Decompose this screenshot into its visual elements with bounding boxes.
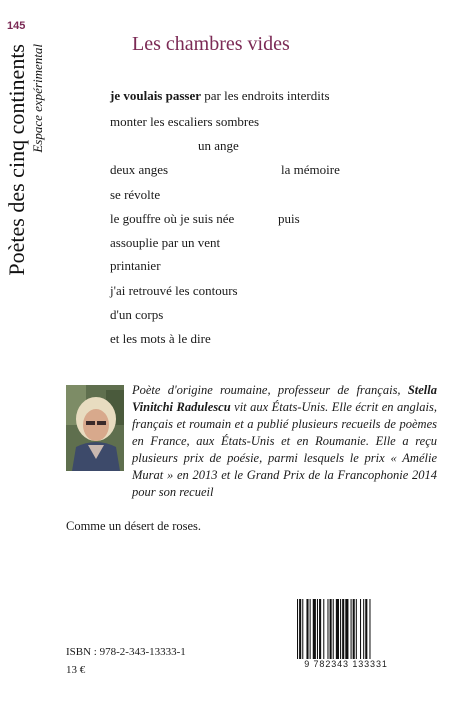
poem-line-6a: le gouffre où je suis née — [110, 211, 235, 226]
poem-line-10: d'un corps — [110, 307, 164, 322]
poem-line-3: un ange — [198, 138, 239, 153]
bio-author-name: Stella Vinitchi Radulescu — [132, 383, 437, 414]
poem-line-1-bold: je voulais passer — [110, 88, 201, 103]
poem-line-7: assouplie par un vent — [110, 235, 221, 250]
bio-text: vit aux États-Unis. Elle écrit en anglais, français et roumain et a publié plusieurs recueils de poèmes en France, aux États-Unis et en Roumanie. Elle a reçu plusieurs prix de poésie, parmi lesquels le prix « Amélie Murat » en 2013 et le Grand Prix de la Francophonie 2014 pour son recueil — [132, 400, 437, 499]
price: 13 € — [66, 664, 86, 676]
poem-line-11: et les mots à le dire — [110, 331, 211, 346]
poem-line-1 — [110, 88, 330, 104]
poem-line-1-rest: par les endroits interdits — [201, 88, 330, 103]
poem-line-4b: la mémoire — [281, 162, 340, 177]
poem-line-5: se révolte — [110, 187, 161, 202]
poem-line-9: j'ai retrouvé les contours — [110, 283, 238, 298]
bio-book-title: Comme un désert de roses. — [66, 519, 202, 533]
author-portrait-image — [66, 385, 124, 471]
author-bio — [132, 382, 437, 501]
barcode — [293, 597, 399, 675]
spine-subtitle: Espace expérimental — [30, 44, 45, 153]
poem-line-8: printanier — [110, 258, 161, 273]
author-photo — [66, 385, 124, 471]
book-title: Les chambres vides — [132, 33, 290, 55]
spine-label — [4, 44, 52, 344]
spine-title: Poètes des cinq continents — [4, 44, 29, 276]
barcode-digits: 9 782343 133331 — [293, 659, 399, 669]
isbn: ISBN : 978-2-343-13333-1 — [66, 646, 186, 658]
barcode-bars — [293, 597, 399, 667]
bio-intro: Poète d'origine roumaine, professeur de français, — [132, 383, 408, 397]
series-number: 145 — [7, 20, 26, 32]
poem-line-6b: puis — [278, 211, 300, 226]
poem-line-2: monter les escaliers sombres — [110, 114, 260, 129]
poem-line-4a: deux anges — [110, 162, 169, 177]
